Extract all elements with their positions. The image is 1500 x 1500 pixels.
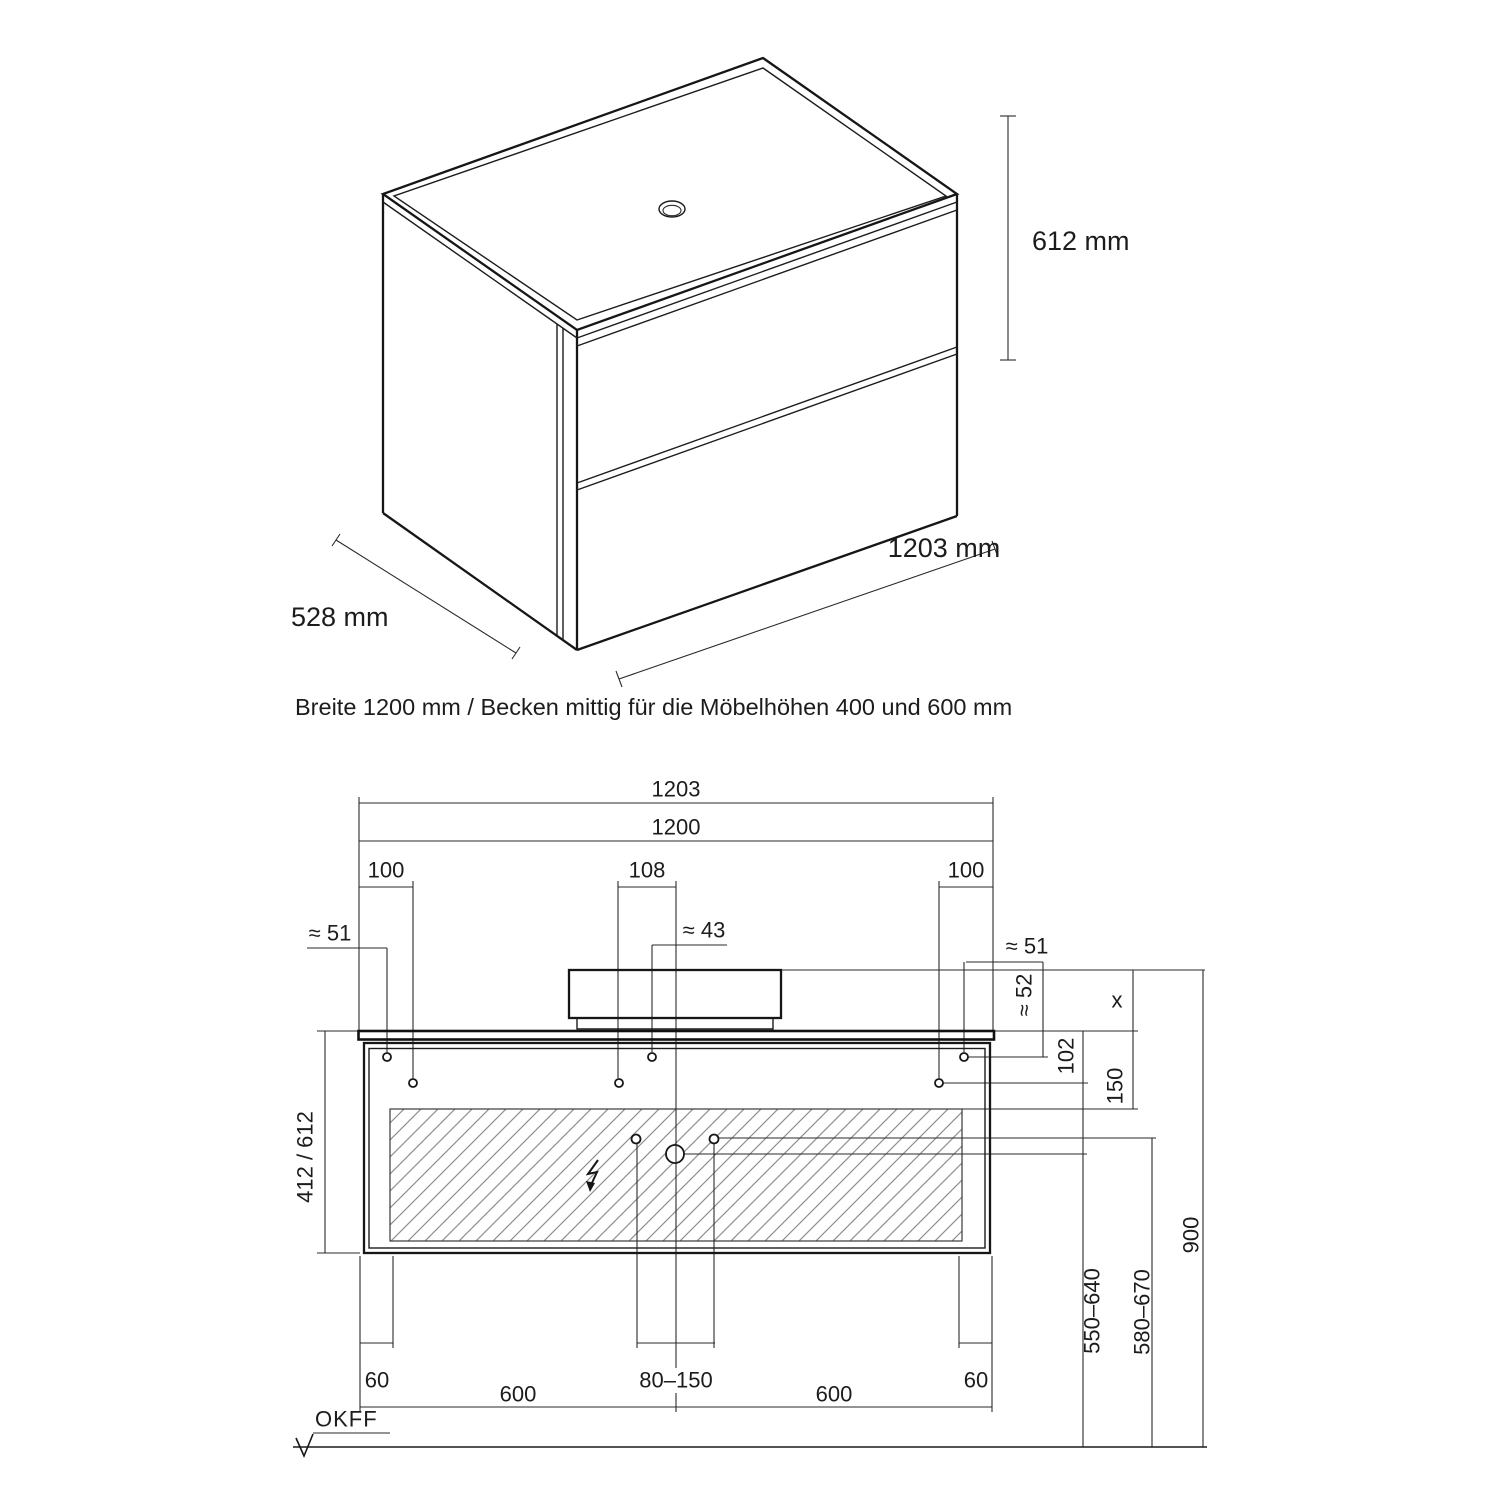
dim-body-width: 1200 [651,814,701,840]
drawer-divider-lower [577,354,957,490]
dim-right-approx: ≈ 51 [1005,933,1049,959]
level-mark [296,1434,313,1456]
dim-center-approx: ≈ 43 [682,917,726,943]
dim-left-margin: 60 [364,1367,390,1393]
dim-612-label: 612 mm [1032,226,1130,256]
dim-right-half: 600 [815,1381,853,1407]
dim-tap-spread: 80–150 [639,1367,713,1393]
dim-right-fix: 100 [947,857,985,883]
drain-connection [666,1145,684,1163]
dim-supply-height: 580–670 [1129,1269,1155,1355]
dim-center-fix: 108 [628,857,666,883]
drawer-divider-upper [577,347,957,483]
mount-point-center-43 [648,1053,656,1061]
countertop-slab-front [577,202,957,338]
edge-bottom-left [383,513,577,650]
dim-right-margin: 60 [963,1367,989,1393]
countertop-slab-left [383,202,577,338]
basin-base [577,1018,773,1029]
mount-point-right-100 [935,1079,943,1087]
dim-left-half: 600 [499,1381,537,1407]
water-supply-right [710,1135,719,1144]
mount-point-right-51 [960,1053,968,1061]
dim-1203-iso-label: 1203 mm [887,533,1001,563]
dim-overall-width: 1203 [651,776,701,802]
dim-1203-iso [616,533,1000,687]
water-supply-left [632,1135,641,1144]
dim-cabinet-height: 412 / 612 [292,1111,318,1203]
dim-left-approx: ≈ 51 [308,920,352,946]
floor-label: OKFF [315,1406,378,1432]
mount-point-center-108 [615,1079,623,1087]
caption: Breite 1200 mm / Becken mittig für die Möbelhöhen 400 und 600 mm [295,694,1013,720]
dim-basin-height-x: x [1111,987,1123,1013]
cabinet-top-face-inner-edge [394,68,946,320]
dim-zone-offset: 150 [1102,1067,1128,1105]
dim-612 [1000,116,1130,360]
mount-point-left-100 [409,1079,417,1087]
dim-row1-offset: ≈ 52 [1011,973,1037,1017]
dimension-labels [293,777,1204,1407]
floor-reference [293,1407,1207,1457]
basin [569,970,781,1018]
isometric-view [291,58,1130,687]
dimension-lines [307,803,1205,1407]
mount-point-left-51 [383,1053,391,1061]
dim-total-height: 900 [1178,1216,1204,1254]
front-elevation [293,777,1208,1457]
drawer-top-gap [577,210,957,346]
dim-528-label: 528 mm [291,602,389,632]
tap-hole-inner [663,205,681,215]
dim-drain-height: 550–640 [1079,1268,1105,1354]
dim-left-fix: 100 [367,857,405,883]
dim-528 [291,534,520,659]
dim-row2-offset: 102 [1053,1037,1079,1075]
